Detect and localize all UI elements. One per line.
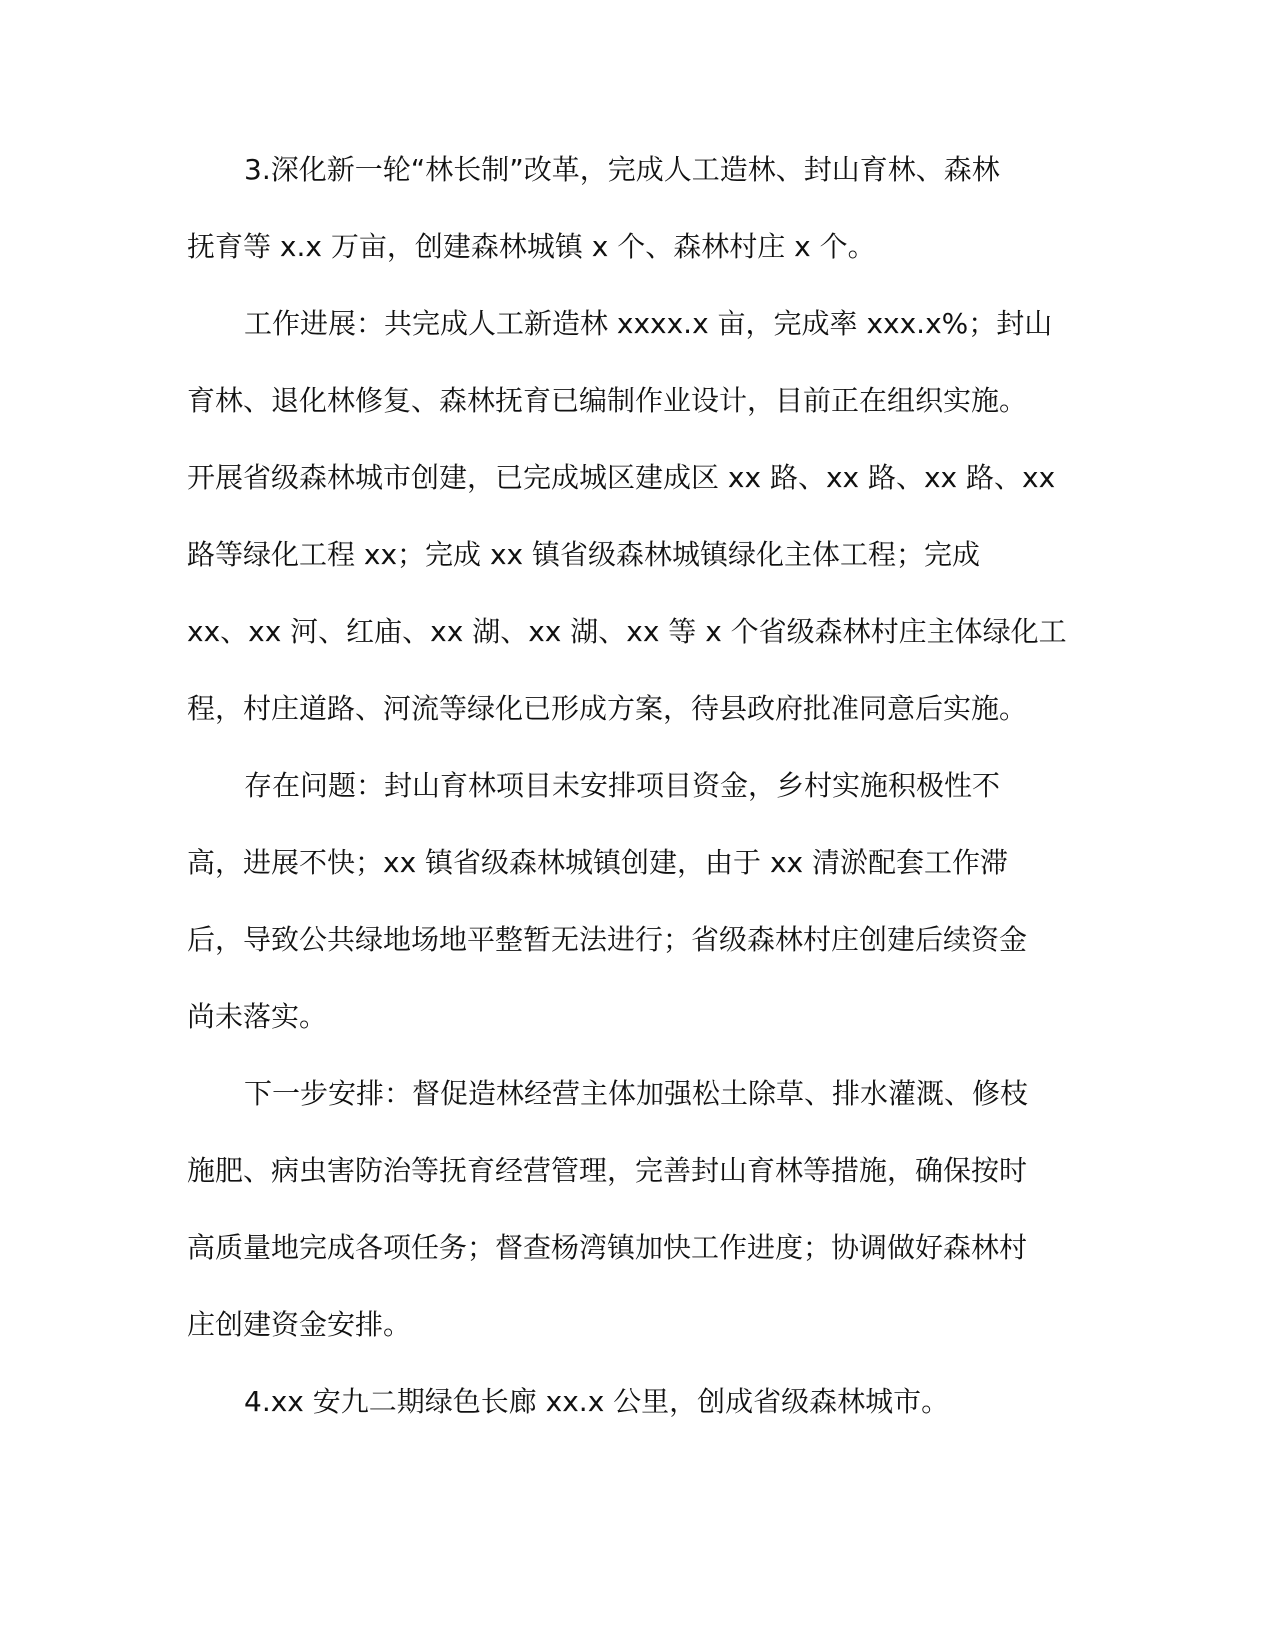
paragraph-line: 路等绿化工程 xx；完成 xx 镇省级森林城镇绿化主体工程；完成 <box>187 538 980 571</box>
paragraph-line: 施肥、病虫害防治等抚育经营管理，完善封山育林等措施，确保按时 <box>187 1154 1028 1187</box>
paragraph-line: 开展省级森林城市创建，已完成城区建成区 xx 路、xx 路、xx 路、xx <box>187 461 1056 494</box>
paragraph-line: 工作进展：共完成人工新造林 xxxx.x 亩，完成率 xxx.x%；封山 <box>244 307 1053 340</box>
document-body <box>187 131 1087 1440</box>
paragraph-line: 育林、退化林修复、森林抚育已编制作业设计，目前正在组织实施。 <box>187 384 1028 417</box>
paragraph-item-3 <box>187 131 1087 285</box>
paragraph-line: 3.深化新一轮“林长制”改革，完成人工造林、封山育林、森林 <box>244 153 1000 186</box>
paragraph-line: 下一步安排：督促造林经营主体加强松土除草、排水灌溉、修枝 <box>244 1077 1029 1110</box>
paragraph-line: xx、xx 河、红庙、xx 湖、xx 湖、xx 等 x 个省级森林村庄主体绿化工 <box>187 615 1067 648</box>
paragraph-line: 程，村庄道路、河流等绿化已形成方案，待县政府批准同意后实施。 <box>187 692 1028 725</box>
paragraph-line: 存在问题：封山育林项目未安排项目资金，乡村实施积极性不 <box>244 769 1001 802</box>
paragraph-item-4 <box>187 1363 1087 1440</box>
paragraph-line: 尚未落实。 <box>187 1000 328 1033</box>
paragraph-next-steps <box>187 1055 1087 1363</box>
paragraph-existing-problems <box>187 747 1087 1055</box>
paragraph-line: 后，导致公共绿地场地平整暂无法进行；省级森林村庄创建后续资金 <box>187 923 1028 956</box>
paragraph-work-progress <box>187 285 1087 747</box>
paragraph-line: 抚育等 x.x 万亩，创建森林城镇 x 个、森林村庄 x 个。 <box>187 230 876 263</box>
paragraph-line: 高，进展不快；xx 镇省级森林城镇创建，由于 xx 清淤配套工作滞 <box>187 846 1008 879</box>
paragraph-line: 庄创建资金安排。 <box>187 1308 412 1341</box>
paragraph-line: 高质量地完成各项任务；督查杨湾镇加快工作进度；协调做好森林村 <box>187 1231 1028 1264</box>
paragraph-line: 4.xx 安九二期绿色长廊 xx.x 公里，创成省级森林城市。 <box>244 1385 950 1418</box>
